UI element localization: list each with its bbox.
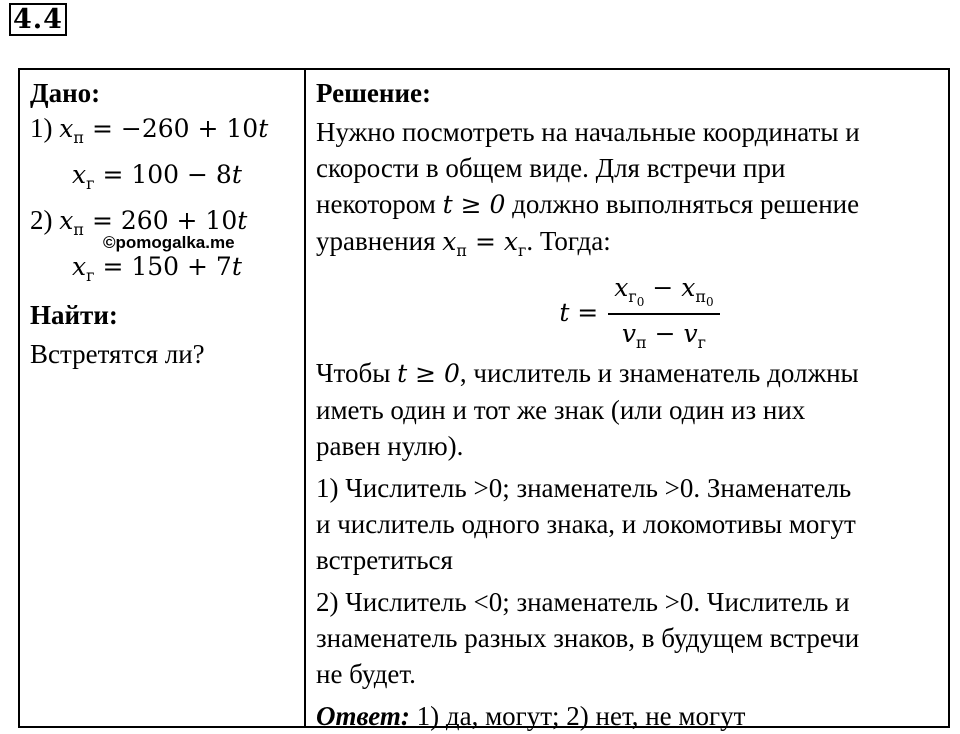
solution-case-1: 1) Числитель >0; знаменатель >0. Знаменатель и числитель одного знака, и локомотивы могут встретиться: [316, 473, 856, 575]
given-header: Дано:: [30, 78, 101, 108]
formula-numerator: $x_{г_0} - x_{п_0}$: [608, 273, 719, 315]
watermark: ©pomogalka.me: [103, 233, 235, 252]
meeting-time-formula: t = $\frac{x_{г_0} - x_{п_0}}{v_п - v_г}$: [316, 275, 938, 349]
solution-header: Решение:: [316, 78, 431, 108]
formula-fraction: [608, 273, 719, 352]
given-case2-line2: $x_г = 150 + 7t$: [72, 252, 242, 285]
problem-number: 4.4: [9, 3, 67, 36]
find-header: Найти:: [30, 300, 118, 330]
given-case1-line2: $x_г = 100 - 8t$: [72, 160, 242, 193]
given-case2-line1: 2) $x_п = 260 + 10t$: [30, 205, 248, 239]
answer-label: Ответ:: [316, 701, 410, 731]
solution-paragraph-2: Чтобы t ≥ 0, числитель и знаменатель должны иметь один и тот же знак (или один из них равен нулю).: [316, 358, 859, 461]
formula-denominator: $v_п - v_г$: [621, 318, 707, 352]
solution-column: [306, 70, 948, 731]
answer-text: 1) да, могут; 2) нет, не могут: [409, 701, 746, 731]
answer-line: [316, 698, 938, 734]
given-case1-line1: 1) $x_п = -260 + 10t$: [30, 113, 269, 147]
find-text: Встретятся ли?: [30, 339, 205, 369]
given-column: [20, 70, 306, 726]
solution-table: [18, 68, 950, 731]
solution-case-2: 2) Числитель <0; знаменатель >0. Числитель и знаменатель разных знаков, в будущем встречи не будет.: [316, 587, 860, 689]
solution-paragraph-1: Нужно посмотреть на начальные координаты и скорости в общем виде. Для встречи при некотором t ≥ 0 должно выполняться решение уравнения $x_п = x_г$. Тогда:: [316, 117, 860, 260]
